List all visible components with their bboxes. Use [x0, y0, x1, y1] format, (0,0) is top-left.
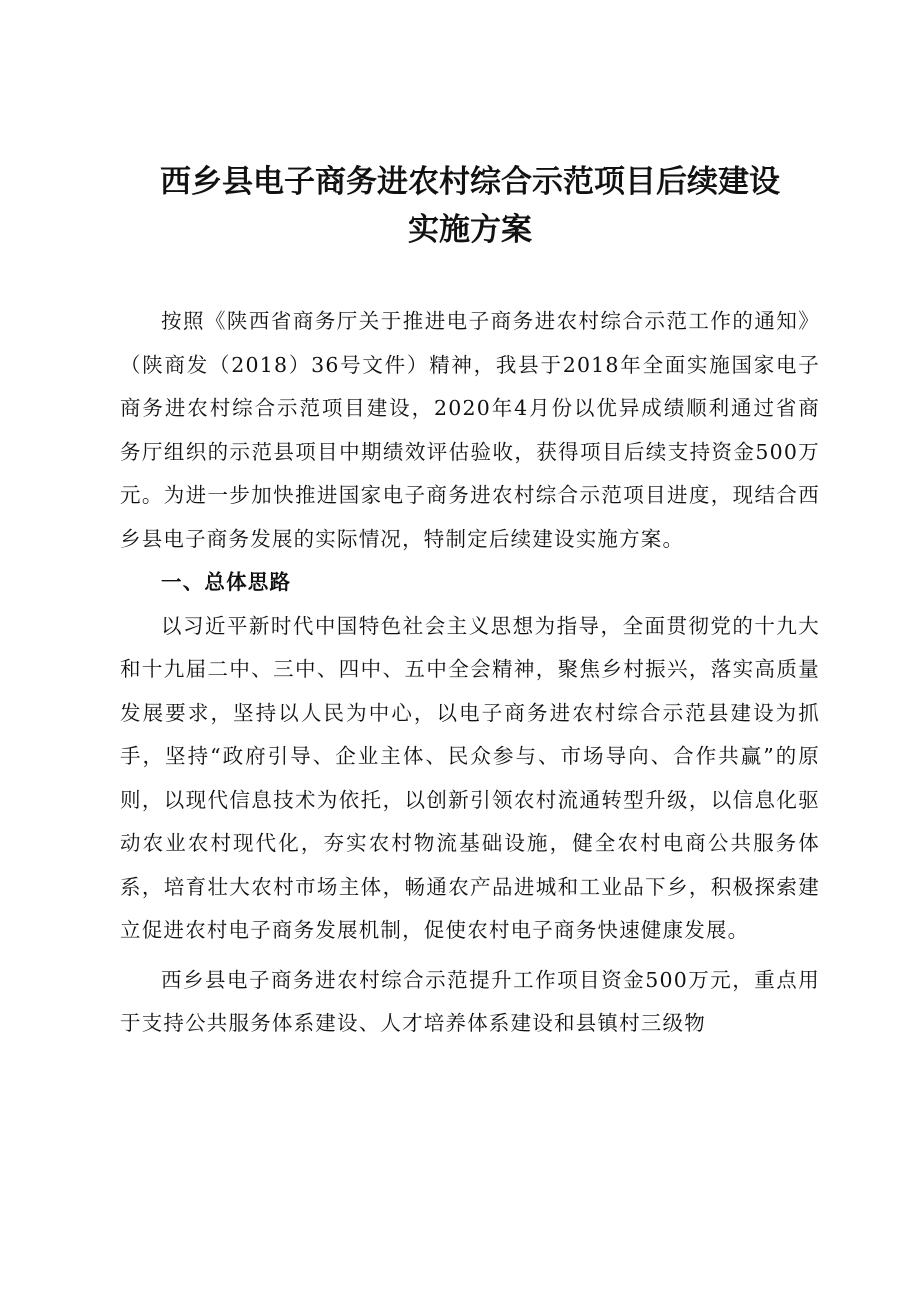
document-body	[120, 300, 820, 1046]
paragraph-overall-approach: 以习近平新时代中国特色社会主义思想为指导，全面贯彻党的十九大和十九届二中、三中、四中、五中全会精神，聚焦乡村振兴，落实高质量发展要求，坚持以人民为中心，以电子商务进农村综合示范县建设为抓手，坚持“政府引导、企业主体、民众参与、市场导向、合作共赢”的原则，以现代信息技术为依托，以创新引领农村流通转型升级，以信息化驱动农业农村现代化，夯实农村物流基础设施，健全农村电商公共服务体系，培育壮大农村市场主体，畅通农产品进城和工业品下乡，积极探索建立促进农村电子商务发展机制，促使农村电子商务快速健康发展。	[120, 613, 820, 942]
section-heading-overall-approach: 一、总体思路	[161, 570, 292, 594]
paragraph-funding: 西乡县电子商务进农村综合示范提升工作项目资金500万元，重点用于支持公共服务体系建设、人才培养体系建设和县镇村三级物	[120, 967, 820, 1035]
title-line-1: 西乡县电子商务进农村综合示范项目后续建设	[160, 164, 780, 200]
paragraph-intro: 按照《陕西省商务厅关于推进电子商务进农村综合示范工作的通知》（陕商发（2018）36号文件）精神，我县于2018年全面实施国家电子商务进农村综合示范项目建设，2020年4月份以优异成绩顺利通过省商务厅组织的示范县项目中期绩效评估验收，获得项目后续支持资金500万元。为进一步加快推进国家电子商务进农村综合示范项目进度，现结合西乡县电子商务发展的实际情况，特制定后续建设实施方案。	[120, 309, 820, 551]
document-title	[120, 158, 820, 254]
title-line-2: 实施方案	[408, 212, 532, 248]
